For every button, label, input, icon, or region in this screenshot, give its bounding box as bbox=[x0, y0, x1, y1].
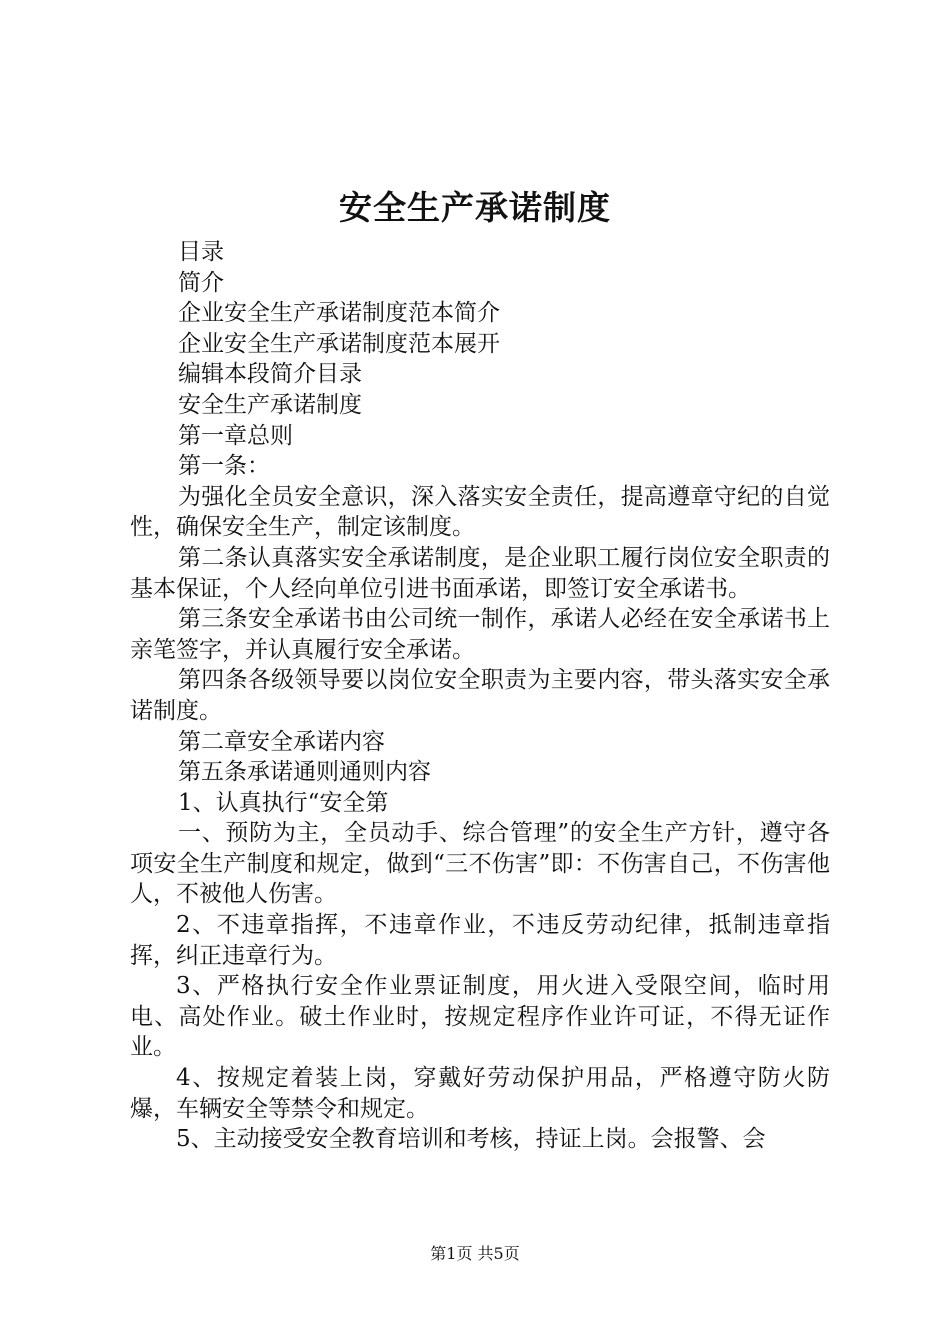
paragraph: 安全生产承诺制度 bbox=[178, 391, 362, 418]
paragraph: 4、按规定着装上岗，穿戴好劳动保护用品，严格遵守防火防爆，车辆安全等禁令和规定。 bbox=[130, 1065, 830, 1122]
paragraph: 第二章安全承诺内容 bbox=[178, 728, 385, 755]
paragraph: 5、主动接受安全教育培训和考核，持证上岗。会报警、会 bbox=[176, 1126, 766, 1153]
paragraph: 编辑本段简介目录 bbox=[178, 361, 362, 388]
paragraph: 1、认真执行“安全第 bbox=[178, 789, 389, 816]
document-title: 安全生产承诺制度 bbox=[339, 188, 611, 227]
document-body bbox=[130, 237, 830, 1155]
page-footer: 第1页 共5页 bbox=[430, 1244, 520, 1263]
paragraph: 简介 bbox=[178, 269, 224, 296]
paragraph: 2、不违章指挥，不违章作业，不违反劳动纪律，抵制违章指挥，纠正违章行为。 bbox=[130, 912, 830, 969]
paragraph: 第四条各级领导要以岗位安全职责为主要内容，带头落实安全承诺制度。 bbox=[130, 667, 830, 724]
paragraph: 第一条： bbox=[178, 453, 270, 480]
paragraph: 企业安全生产承诺制度范本展开 bbox=[178, 330, 500, 357]
paragraph: 第三条安全承诺书由公司统一制作，承诺人必经在安全承诺书上亲笔签字，并认真履行安全承诺。 bbox=[130, 606, 830, 663]
paragraph: 目录 bbox=[178, 239, 224, 265]
paragraph: 一、预防为主，全员动手、综合管理”的安全生产方针，遵守各项安全生产制度和规定，做到“三不伤害”即：不伤害自己，不伤害他人，不被他人伤害。 bbox=[130, 820, 830, 908]
paragraph: 第五条承诺通则通则内容 bbox=[178, 759, 431, 786]
paragraph: 第二条认真落实安全承诺制度，是企业职工履行岗位安全职责的基本保证，个人经向单位引进书面承诺，即签订安全承诺书。 bbox=[130, 544, 830, 602]
paragraph: 第一章总则 bbox=[178, 422, 293, 449]
paragraph: 企业安全生产承诺制度范本简介 bbox=[178, 300, 500, 327]
paragraph: 为强化全员安全意识，深入落实安全责任，提高遵章守纪的自觉性，确保安全生产，制定该制度。 bbox=[130, 483, 830, 541]
paragraph: 3、严格执行安全作业票证制度，用火进入受限空间，临时用电、高处作业。破土作业时，按规定程序作业许可证，不得无证作业。 bbox=[130, 973, 830, 1061]
